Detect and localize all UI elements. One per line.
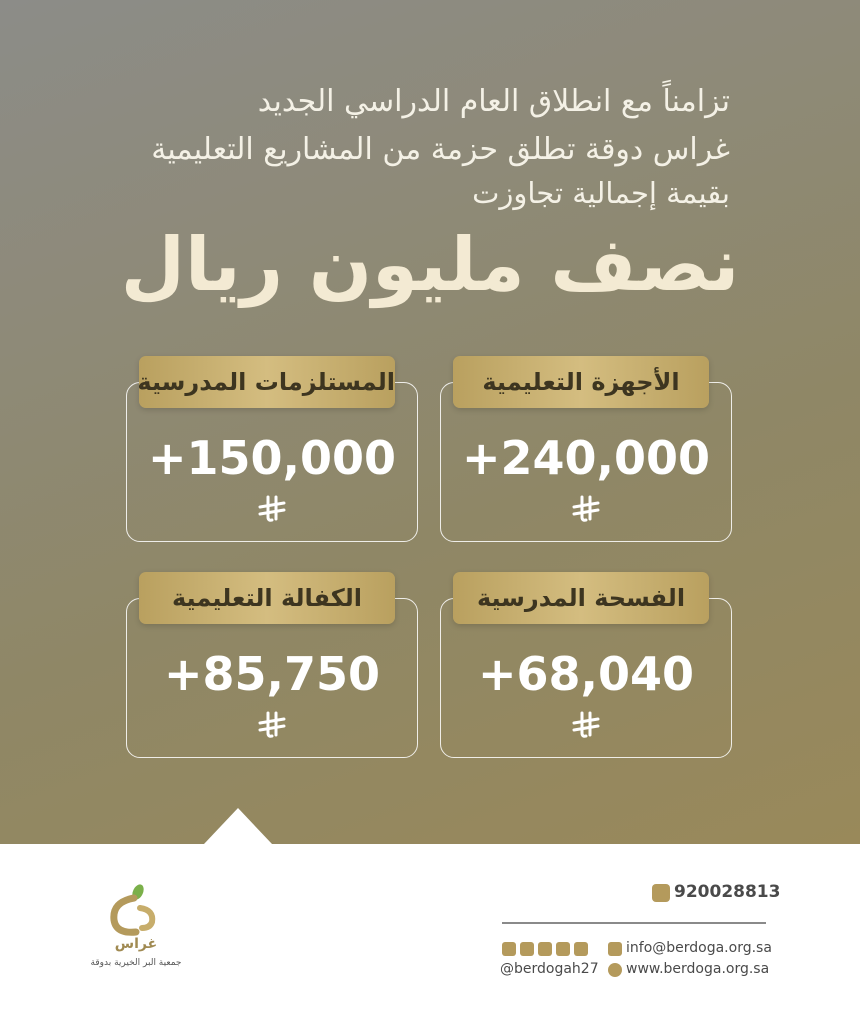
card-educational-sponsorship <box>126 584 418 758</box>
headline-line-2: غراس دوقة تطلق حزمة من المشاريع التعليمية <box>151 132 730 167</box>
headline-line-1: تزامناً مع انطلاق العام الدراسي الجديد <box>257 84 730 119</box>
facebook-icon[interactable] <box>520 942 534 956</box>
card-value: +240,000 <box>461 431 711 485</box>
riyal-sign-icon <box>570 493 602 525</box>
footer-divider <box>502 922 766 924</box>
card-label: الكفالة التعليمية <box>139 572 395 624</box>
globe-icon <box>608 963 622 977</box>
card-label: الفسحة المدرسية <box>453 572 709 624</box>
card-value: +68,040 <box>477 647 695 701</box>
card-school-supplies <box>126 368 418 542</box>
riyal-sign-icon <box>256 493 288 525</box>
logo-name: غراس <box>114 936 158 952</box>
card-value: +85,750 <box>163 647 381 701</box>
headline-line-3: بقيمة إجمالية تجاوزت <box>472 176 730 210</box>
x-icon[interactable] <box>502 942 516 956</box>
snapchat-icon[interactable] <box>574 942 588 956</box>
card-label: المستلزمات المدرسية <box>139 356 395 408</box>
pointer-notch <box>204 808 272 844</box>
riyal-sign-icon <box>256 709 288 741</box>
tiktok-icon[interactable] <box>556 942 570 956</box>
email-address[interactable]: info@berdoga.org.sa <box>626 940 772 956</box>
card-value: +150,000 <box>147 431 397 485</box>
card-label: الأجهزة التعليمية <box>453 356 709 408</box>
headline-amount: نصف مليون ريال <box>120 222 740 308</box>
logo-subtitle: جمعية البر الخيرية بدوقة <box>90 958 182 968</box>
card-school-snack <box>440 584 732 758</box>
riyal-sign-icon <box>570 709 602 741</box>
phone-number[interactable]: 920028813 <box>674 882 781 902</box>
email-icon <box>608 942 622 956</box>
website-url[interactable]: www.berdoga.org.sa <box>626 961 770 977</box>
whatsapp-icon <box>652 884 670 902</box>
card-educational-devices <box>440 368 732 542</box>
social-handle[interactable]: @berdogah27 <box>500 961 599 977</box>
instagram-icon[interactable] <box>538 942 552 956</box>
